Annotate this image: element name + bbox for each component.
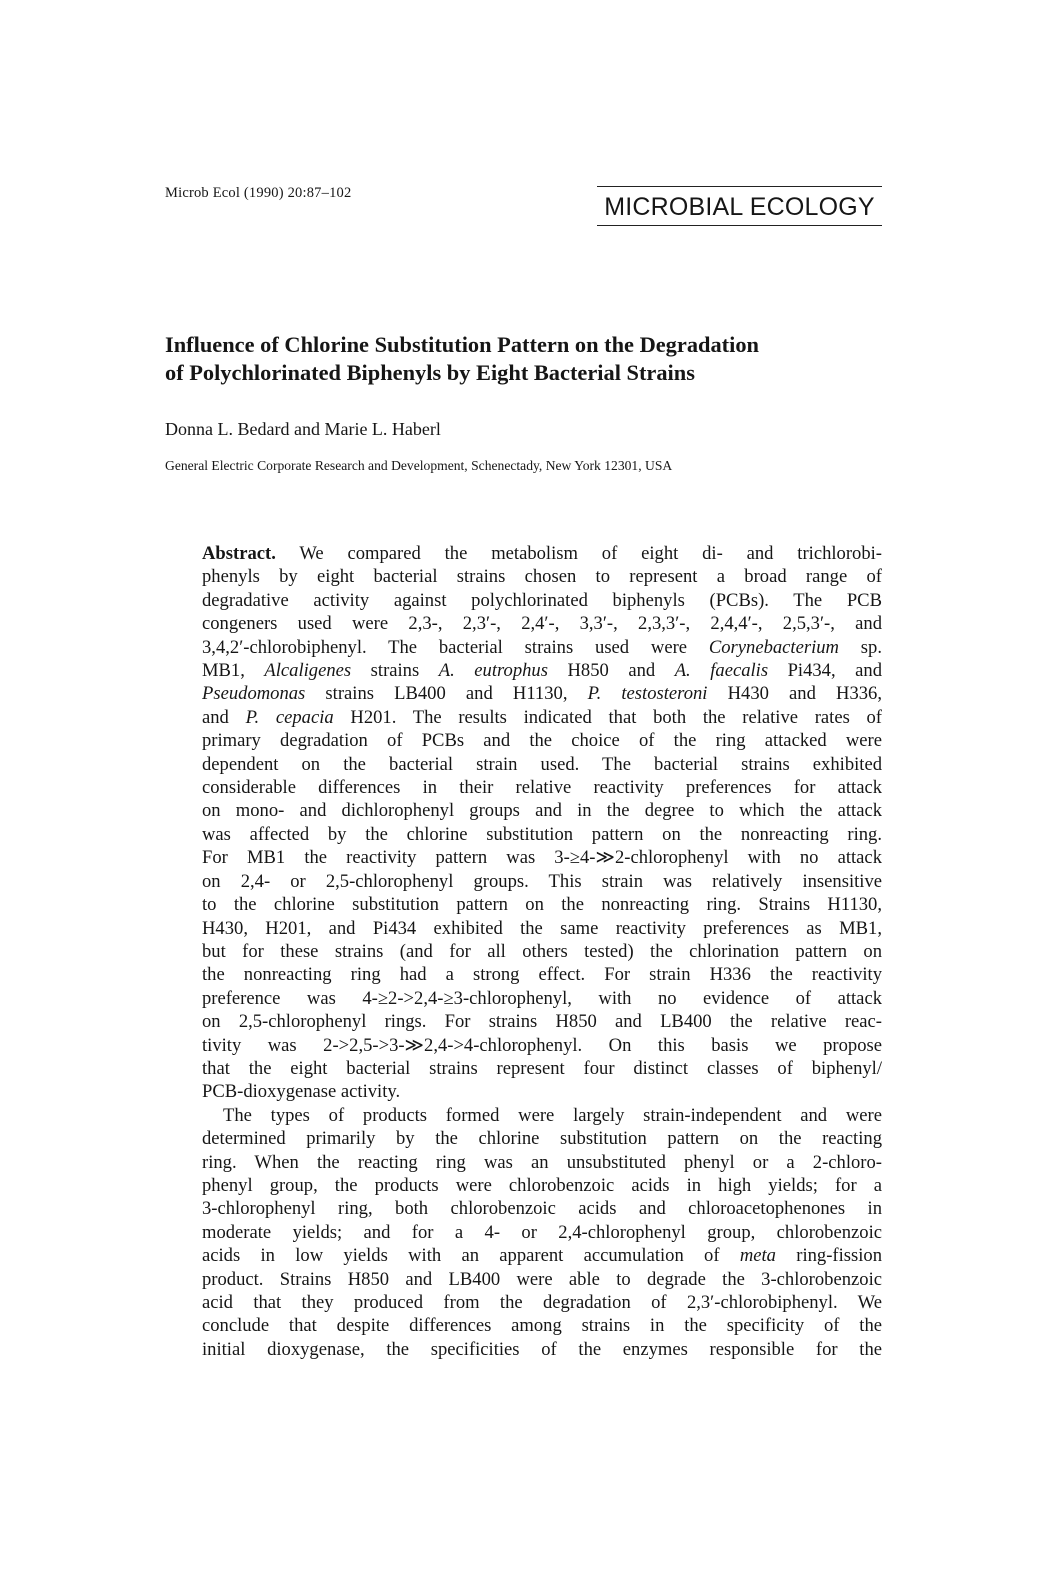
abstract-line: was affected by the chlorine substitution pattern on the nonreacting ring. (202, 823, 882, 845)
abstract-line: and P. cepacia H201. The results indicated that both the relative rates of (202, 706, 882, 728)
abstract-line: ring. When the reacting ring was an unsubstituted phenyl or a 2-chloro- (202, 1151, 882, 1173)
abstract-heading: Abstract. (202, 543, 276, 564)
abstract-line: H430, H201, and Pi434 exhibited the same reactivity preferences as MB1, (202, 917, 882, 939)
taxon-name: Alcaligenes (264, 660, 352, 682)
abstract-line: phenyl group, the products were chlorobenzoic acids in high yields; for a (202, 1174, 882, 1196)
article-authors: Donna L. Bedard and Marie L. Haberl (165, 419, 441, 439)
abstract-line: dependent on the bacterial strain used. The bacterial strains exhibited (202, 753, 882, 775)
abstract-line: moderate yields; and for a 4- or 2,4-chlorophenyl group, chlorobenzoic (202, 1221, 882, 1243)
author-affiliation: General Electric Corporate Research and Development, Schenectady, New York 12301, USA (165, 458, 673, 473)
abstract-line: 3-chlorophenyl ring, both chlorobenzoic acids and chloroacetophenones in (202, 1198, 882, 1220)
abstract-line: For MB1 the reactivity pattern was 3-≥4-≫2-chlorophenyl with no attack (202, 847, 882, 869)
article-title (165, 331, 885, 387)
abstract-line: product. Strains H850 and LB400 were able to degrade the 3-chlorobenzoic (202, 1268, 882, 1290)
abstract-line: that the eight bacterial strains represent four distinct classes of biphenyl/ (202, 1057, 882, 1079)
journal-citation: Microb Ecol (1990) 20:87–102 (165, 185, 352, 201)
taxon-name: P. cepacia (245, 706, 334, 728)
abstract-line: primary degradation of PCBs and the choice of the ring attacked were (202, 730, 882, 752)
abstract-line: acid that they produced from the degradation of 2,3′-chlorobiphenyl. We (202, 1292, 882, 1313)
abstract-line: congeners used were 2,3-, 2,3′-, 2,4′-, 3,3′-, 2,3,3′-, 2,4,4′-, 2,5,3′-, and (202, 613, 882, 635)
abstract-line: initial dioxygenase, the specificities of the enzymes responsible for the (202, 1338, 882, 1360)
abstract-line: The types of products formed were largely strain-independent and were (223, 1104, 882, 1126)
abstract (202, 542, 882, 1361)
abstract-line: the nonreacting ring had a strong effect. For strain H336 the reactivity (202, 964, 882, 986)
abstract-line: 3,4,2′-chlorobiphenyl. The bacterial strains used were Corynebacterium sp. (202, 636, 882, 658)
abstract-line: phenyls by eight bacterial strains chosen to represent a broad range of (202, 566, 882, 588)
abstract-line: considerable differences in their relative reactivity preferences for attack (202, 777, 882, 799)
article-title-line: Influence of Chlorine Substitution Pattern on the Degradation (165, 332, 759, 357)
abstract-line: on 2,4- or 2,5-chlorophenyl groups. This strain was relatively insensitive (202, 870, 882, 892)
abstract-line: on 2,5-chlorophenyl rings. For strains H850 and LB400 the relative reac- (202, 1011, 882, 1033)
abstract-line: MB1, Alcaligenes strains A. eutrophus H850 and A. faecalis Pi434, and (202, 660, 882, 682)
taxon-name: P. testosteroni (587, 683, 708, 705)
abstract-line: degradative activity against polychlorinated biphenyls (PCBs). The PCB (202, 589, 882, 611)
abstract-line: Abstract. We compared the metabolism of eight di- and trichlorobi- (202, 543, 882, 564)
article-title-line: of Polychlorinated Biphenyls by Eight Bacterial Strains (165, 360, 695, 385)
emphasis-term: meta (739, 1245, 776, 1267)
abstract-line: conclude that despite differences among strains in the specificity of the (202, 1315, 882, 1337)
taxon-name: A. faecalis (674, 660, 769, 682)
journal-name: MICROBIAL ECOLOGY (597, 186, 882, 226)
abstract-line: to the chlorine substitution pattern on the nonreacting ring. Strains H1130, (202, 894, 882, 916)
taxon-name: A. eutrophus (438, 660, 548, 682)
abstract-line: PCB-dioxygenase activity. (202, 1081, 401, 1103)
abstract-line: but for these strains (and for all others tested) the chlorination pattern on (202, 940, 882, 962)
abstract-line: determined primarily by the chlorine substitution pattern on the reacting (202, 1128, 882, 1150)
abstract-line: preference was 4-≥2->2,4-≥3-chlorophenyl, with no evidence of attack (202, 987, 882, 1009)
abstract-line: Pseudomonas strains LB400 and H1130, P. testosteroni H430 and H336, (202, 683, 882, 705)
abstract-line: tivity was 2->2,5->3-≫2,4->4-chlorophenyl. On this basis we propose (202, 1034, 882, 1056)
taxon-name: Pseudomonas (202, 683, 306, 705)
abstract-line: on mono- and dichlorophenyl groups and in the degree to which the attack (202, 800, 882, 822)
abstract-line: acids in low yields with an apparent accumulation of meta ring-fission (202, 1245, 882, 1267)
taxon-name: Corynebacterium (708, 636, 839, 658)
